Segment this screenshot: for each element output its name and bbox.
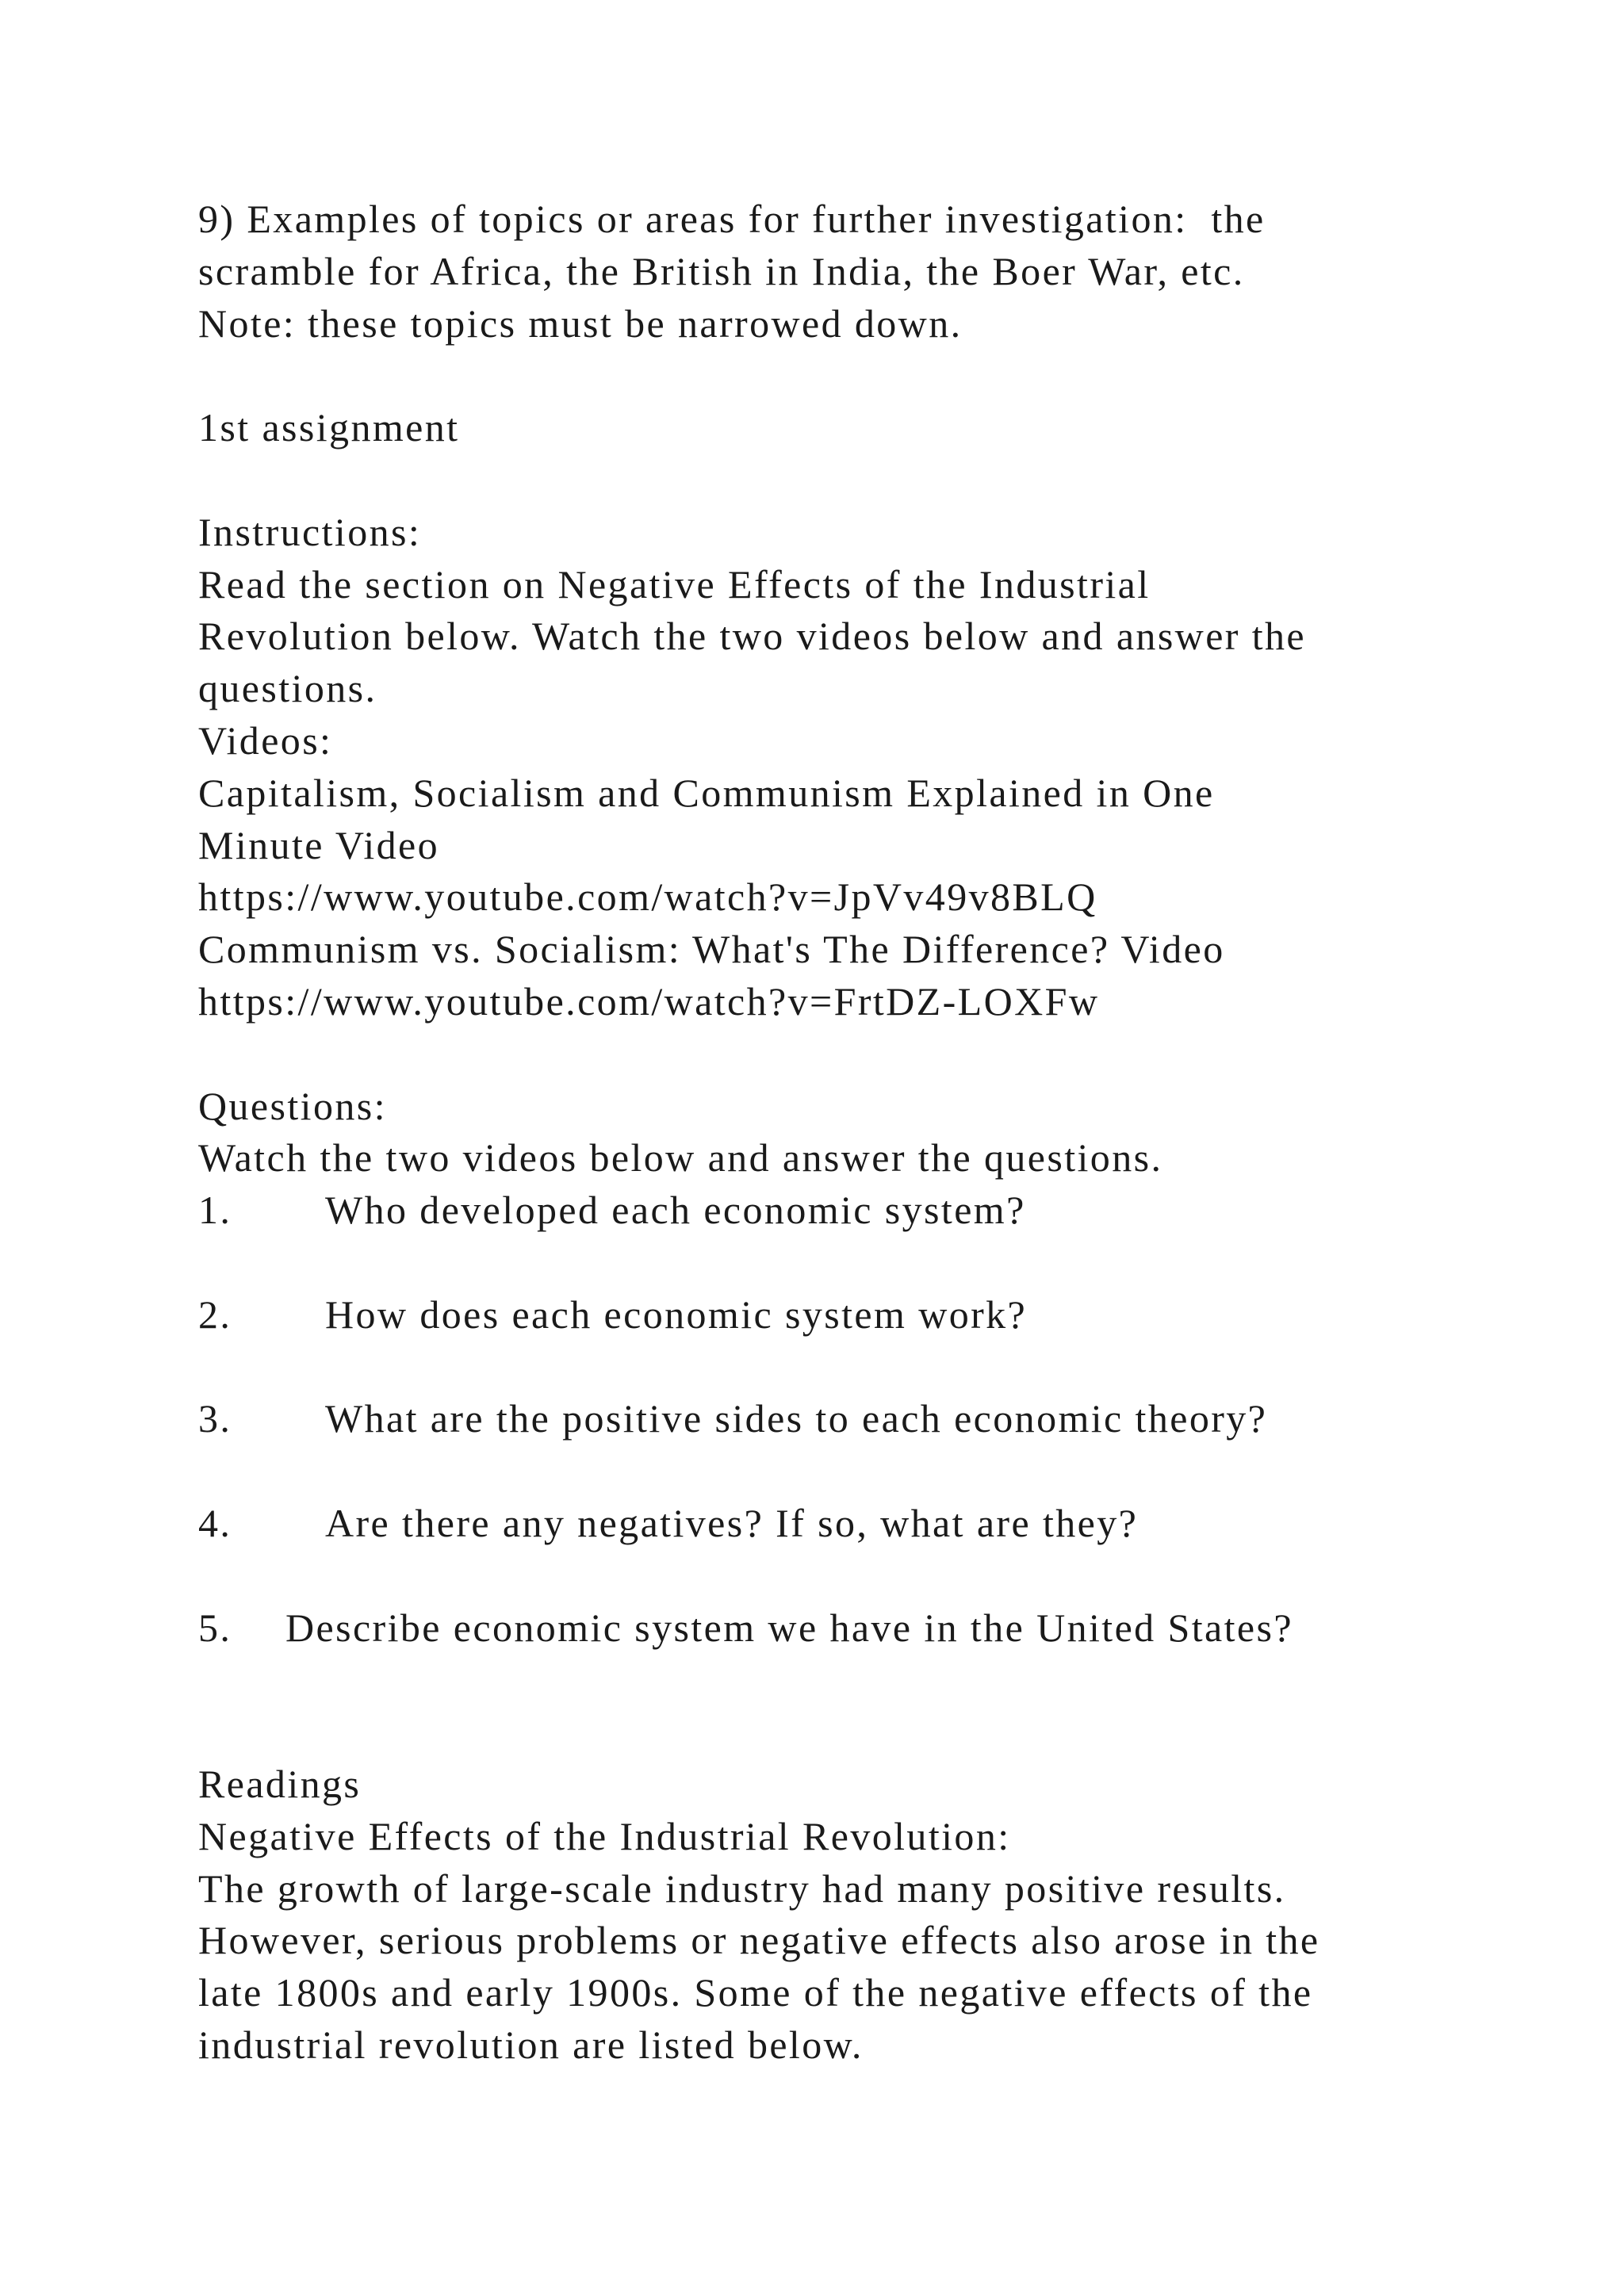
questions-heading: Questions:: [198, 1083, 387, 1128]
readings-line: late 1800s and early 1900s. Some of the negative effects of the: [198, 1970, 1313, 2015]
question-item: [198, 1393, 1546, 1445]
video-title: Communism vs. Socialism: What's The Difference? Video: [198, 927, 1225, 972]
spacer: [198, 1550, 1546, 1602]
spacer: [198, 454, 1546, 507]
spacer: [198, 1237, 1546, 1289]
spacer: [198, 350, 1546, 402]
instructions-heading: Instructions:: [198, 509, 422, 554]
question-item: [198, 1184, 1546, 1237]
readings-line: The growth of large-scale industry had many positive results.: [198, 1866, 1286, 1911]
question-text: Are there any negatives? If so, what are they?: [325, 1500, 1139, 1545]
video-title: Capitalism, Socialism and Communism Explained in One: [198, 770, 1215, 815]
readings-line: industrial revolution are listed below.: [198, 2022, 864, 2067]
intro-line: scramble for Africa, the British in India, the Boer War, etc.: [198, 248, 1245, 293]
spacer: [198, 1654, 1546, 1706]
question-number: 2.: [198, 1292, 232, 1337]
instructions-line: questions.: [198, 666, 377, 711]
intro-line: 9) Examples of topics or areas for further investigation: the: [198, 197, 1266, 241]
readings-subheading: Negative Effects of the Industrial Revolution:: [198, 1813, 1011, 1858]
question-number: 3.: [198, 1396, 232, 1441]
spacer: [198, 1706, 1546, 1758]
readings-line: However, serious problems or negative effects also arose in the: [198, 1918, 1320, 1963]
intro-line: Note: these topics must be narrowed down.: [198, 300, 963, 346]
question-number: 4.: [198, 1500, 232, 1545]
question-number: 5.: [198, 1605, 232, 1650]
video-title: Minute Video: [198, 822, 440, 867]
question-text: Describe economic system we have in the United States?: [285, 1605, 1293, 1650]
document-page: [198, 193, 1546, 2072]
question-text: How does each economic system work?: [325, 1292, 1028, 1337]
question-item: [198, 1602, 1546, 1655]
question-item: [198, 1289, 1546, 1341]
question-item: [198, 1498, 1546, 1550]
question-number: 1.: [198, 1188, 232, 1233]
spacer: [198, 1341, 1546, 1394]
video-link[interactable]: https://www.youtube.com/watch?v=FrtDZ-LOXFw: [198, 978, 1100, 1024]
videos-heading: Videos:: [198, 718, 333, 763]
readings-heading: Readings: [198, 1761, 362, 1806]
spacer: [198, 1445, 1546, 1498]
spacer: [198, 1028, 1546, 1081]
questions-intro: Watch the two videos below and answer the questions.: [198, 1135, 1163, 1181]
video-link[interactable]: https://www.youtube.com/watch?v=JpVv49v8BLQ: [198, 874, 1097, 920]
assignment-heading: 1st assignment: [198, 405, 460, 450]
question-text: Who developed each economic system?: [325, 1188, 1026, 1233]
instructions-line: Read the section on Negative Effects of the Industrial: [198, 561, 1151, 607]
instructions-line: Revolution below. Watch the two videos below and answer the: [198, 614, 1307, 659]
question-text: What are the positive sides to each economic theory?: [325, 1396, 1268, 1441]
